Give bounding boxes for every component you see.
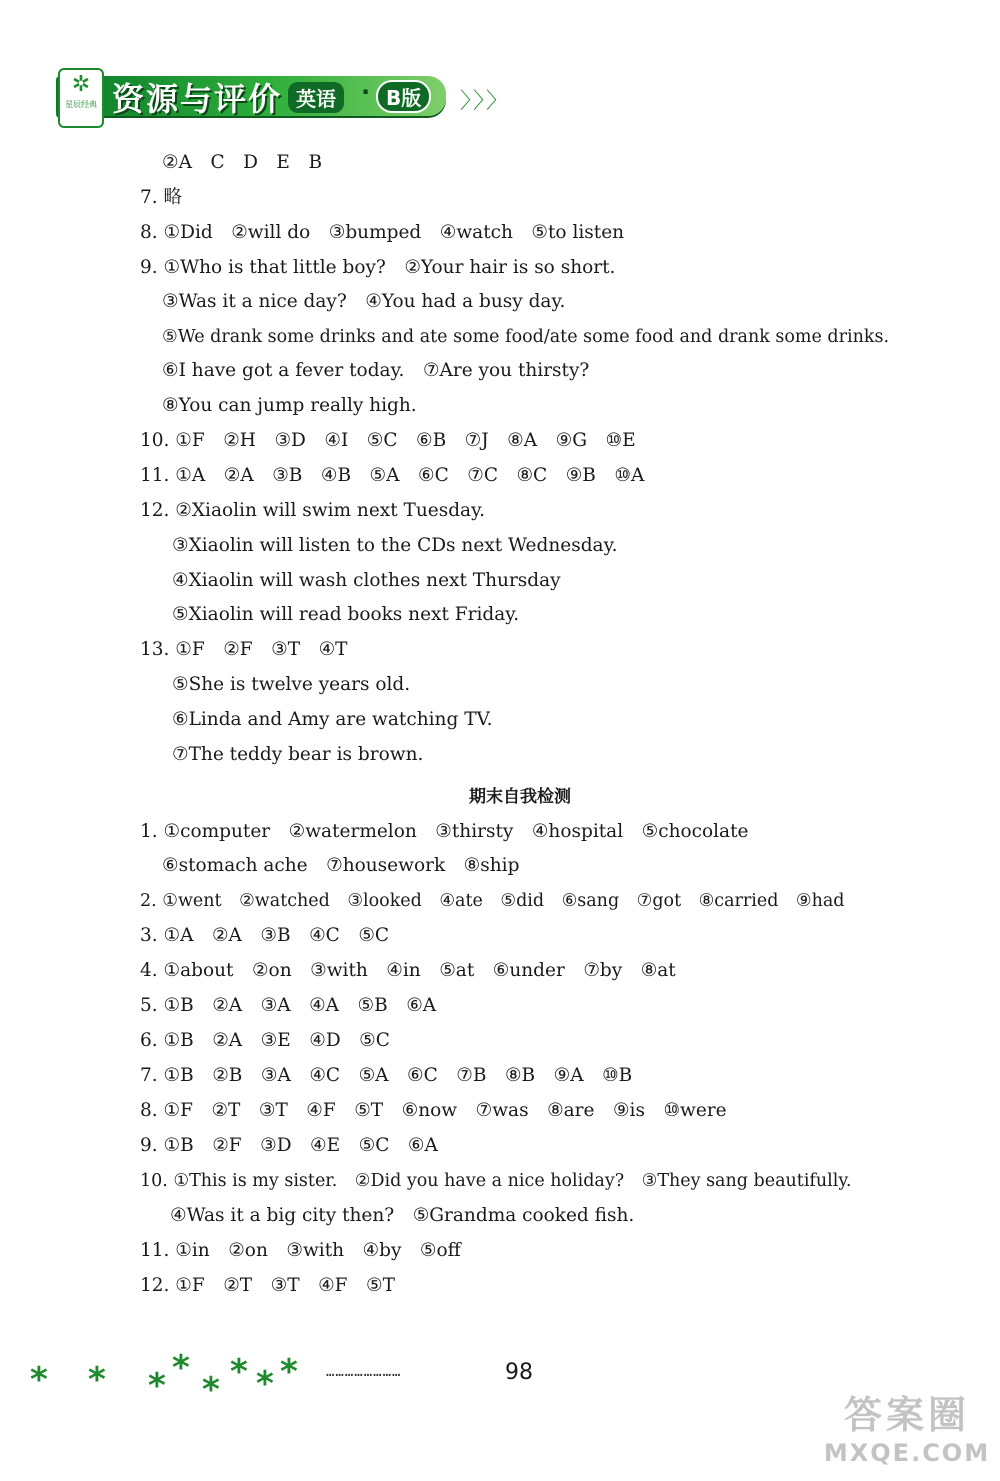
answer-line: 9. ①Who is that little boy? ②Your hair is so short. xyxy=(140,257,616,278)
answer-line: ⑤She is twelve years old. xyxy=(172,674,411,695)
answer-line: ④Xiaolin will wash clothes next Thursday xyxy=(172,570,561,591)
exam-answer-line: 11. ①in ②on ③with ④by ⑤off xyxy=(140,1240,461,1261)
answer-line: ⑦The teddy bear is brown. xyxy=(172,744,424,765)
answer-line: ③Xiaolin will listen to the CDs next Wednesday. xyxy=(172,535,618,556)
star-icon: ✲ xyxy=(71,72,91,97)
answer-line: ⑥I have got a fever today. ⑦Are you thirsty? xyxy=(162,360,590,381)
watermark-url: MXQE.COM xyxy=(823,1439,991,1467)
star-icon: * xyxy=(202,1370,220,1410)
answer-line: 12. ②Xiaolin will swim next Tuesday. xyxy=(140,500,485,521)
edition-badge: B版 xyxy=(376,80,431,113)
answer-line: ③Was it a nice day? ④You had a busy day. xyxy=(162,291,566,312)
exam-answer-line: ⑥stomach ache ⑦housework ⑧ship xyxy=(162,855,520,876)
star-icon: * xyxy=(230,1352,248,1392)
answer-line: 8. ①Did ②will do ③bumped ④watch ⑤to listen xyxy=(140,222,625,243)
publisher-logo xyxy=(58,68,104,128)
exam-answer-line: 12. ①F ②T ③T ④F ⑤T xyxy=(140,1275,395,1296)
footer-leader-dots: …………………… xyxy=(326,1364,402,1380)
exam-answer-line: 6. ①B ②A ③E ④D ⑤C xyxy=(140,1030,390,1051)
watermark-logo-text: 答案圈 xyxy=(843,1393,970,1437)
answer-line: ⑧You can jump really high. xyxy=(162,395,417,416)
answer-line: ②A C D E B xyxy=(162,152,323,173)
answer-line: 7. 略 xyxy=(140,187,183,208)
answer-line: 13. ①F ②F ③T ④T xyxy=(140,639,348,660)
exam-answer-line: 3. ①A ②A ③B ④C ⑤C xyxy=(140,925,390,946)
exam-answer-line: 10. ①This is my sister. ②Did you have a nice holiday? ③They sang beautifully. xyxy=(140,1171,852,1191)
star-icon: * xyxy=(172,1348,190,1388)
footer-stars xyxy=(30,1348,320,1408)
exam-answer-line: 2. ①went ②watched ③looked ④ate ⑤did ⑥sang ⑦got ⑧carried ⑨had xyxy=(140,891,845,911)
page-number: 98 xyxy=(505,1360,533,1385)
section-title: 期末自我检测 xyxy=(469,787,571,807)
exam-answer-line: 9. ①B ②F ③D ④E ⑤C ⑥A xyxy=(140,1135,438,1156)
star-icon: * xyxy=(148,1366,166,1406)
answer-line: ⑥Linda and Amy are watching TV. xyxy=(172,709,493,730)
answer-line: 11. ①A ②A ③B ④B ⑤A ⑥C ⑦C ⑧C ⑨B ⑩A xyxy=(140,465,645,486)
answer-line: 10. ①F ②H ③D ④I ⑤C ⑥B ⑦J ⑧A ⑨G ⑩E xyxy=(140,430,636,451)
subject-badge: 英语 xyxy=(288,82,344,113)
exam-answer-line: ④Was it a big city then? ⑤Grandma cooked fish. xyxy=(170,1205,635,1226)
exam-answer-line: 4. ①about ②on ③with ④in ⑤at ⑥under ⑦by ⑧at xyxy=(140,960,676,981)
separator-dot: · xyxy=(361,78,371,106)
chevron-right-icon: 〉〉〉 xyxy=(460,89,511,114)
answer-line: ⑤We drank some drinks and ate some food/ate some food and drank some drinks. xyxy=(162,327,890,347)
answer-line: ⑤Xiaolin will read books next Friday. xyxy=(172,604,520,625)
star-icon: * xyxy=(256,1364,274,1404)
header-banner xyxy=(56,68,511,126)
exam-answer-line: 7. ①B ②B ③A ④C ⑤A ⑥C ⑦B ⑧B ⑨A ⑩B xyxy=(140,1065,633,1086)
exam-answer-line: 8. ①F ②T ③T ④F ⑤T ⑥now ⑦was ⑧are ⑨is ⑩were xyxy=(140,1100,727,1121)
exam-answer-line: 5. ①B ②A ③A ④A ⑤B ⑥A xyxy=(140,995,437,1016)
star-icon: * xyxy=(88,1360,106,1400)
book-title: 资源与评价 xyxy=(112,80,283,118)
star-icon: * xyxy=(280,1352,298,1392)
star-icon: * xyxy=(30,1360,48,1400)
watermark xyxy=(818,1392,996,1476)
logo-caption: 星辰经典 xyxy=(65,100,97,109)
exam-answer-line: 1. ①computer ②watermelon ③thirsty ④hospital ⑤chocolate xyxy=(140,821,749,842)
